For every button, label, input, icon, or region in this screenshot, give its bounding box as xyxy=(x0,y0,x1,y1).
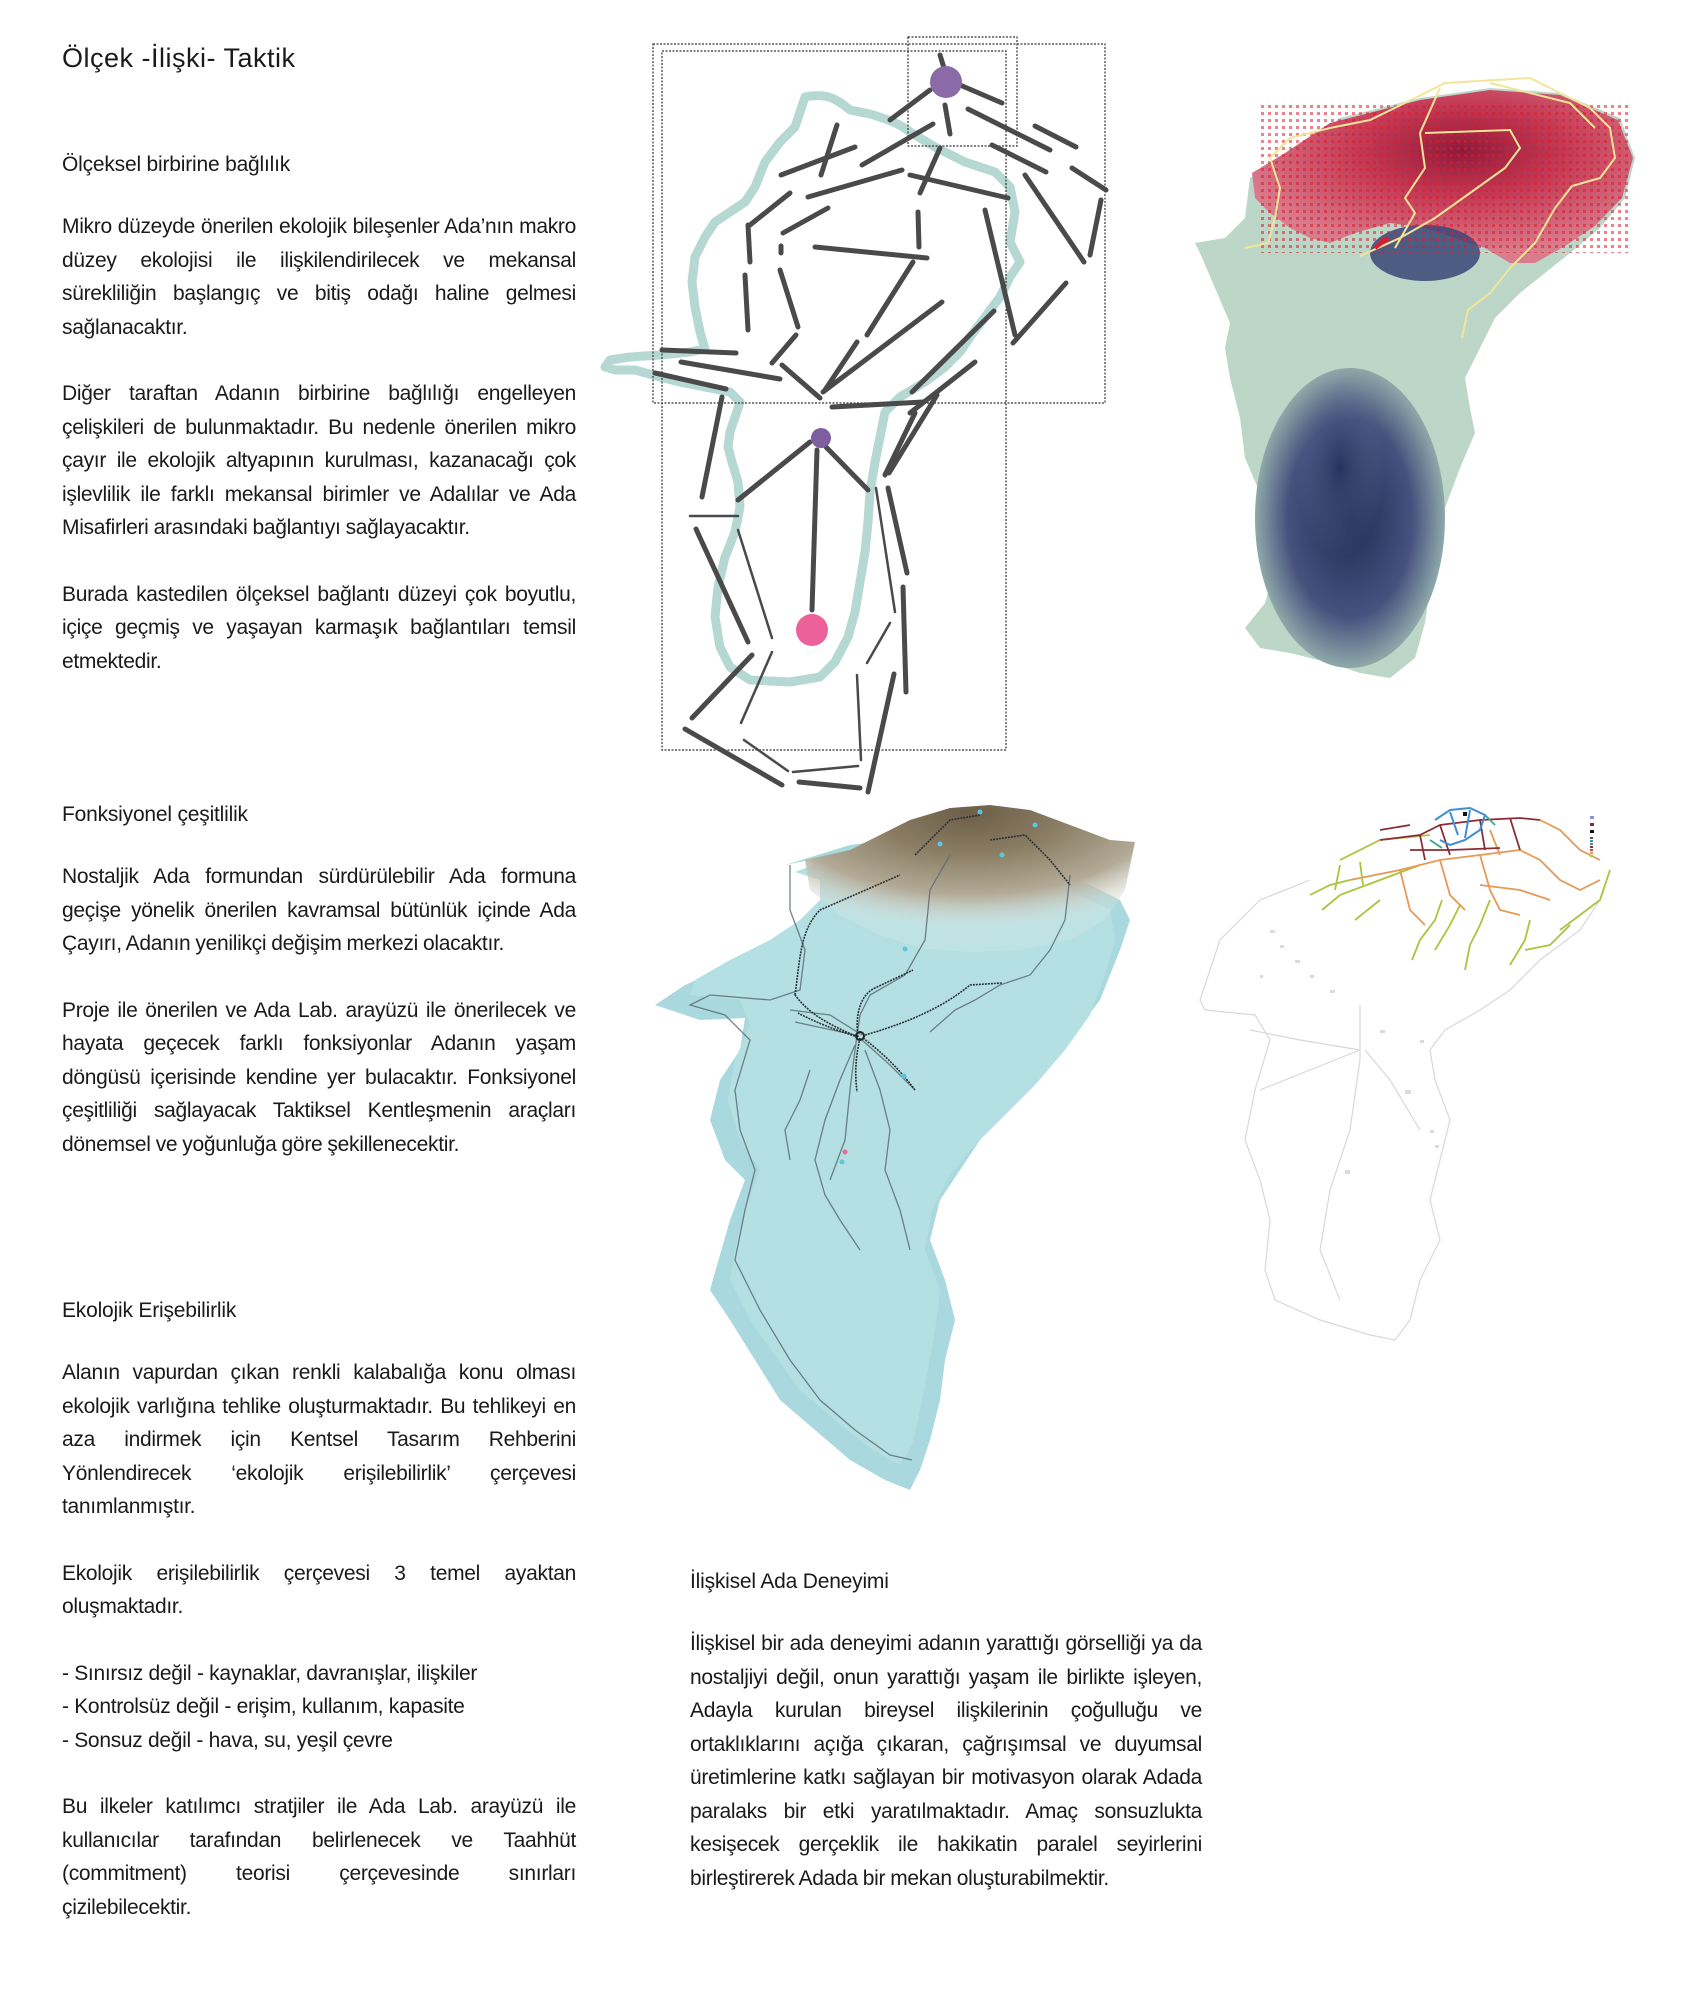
section-fonksiyonel xyxy=(62,800,576,1161)
paragraph: Diğer taraftan Adanın birbirine bağlılığı engelleyen çelişkileri de bulunmaktadır. Bu nedenle önerilen mikro çayır ile ekolojik altyapının kurulması, kazanacağı çok işlevlilik ile farklı mekansal birimler ve Adalılar ve Ada Misafirleri arasındaki bağlantıyı sağlayacaktır. xyxy=(62,382,576,539)
paragraph: Nostaljik Ada formundan sürdürülebilir Ada formuna geçişe yönelik önerilen kavramsal bütünlük içinde Ada Çayırı, Adanın yenilikçi değişim merkezi olacaktır. xyxy=(62,865,576,955)
section-heading: İlişkisel Ada Deneyimi xyxy=(690,1570,889,1593)
streets-orange xyxy=(1350,820,1600,925)
node-top-purple xyxy=(930,66,962,98)
legend-swatches xyxy=(1590,816,1594,857)
density-low-south-core xyxy=(1295,378,1385,558)
section-ekolojik xyxy=(62,1296,576,1924)
section-olceksel xyxy=(62,150,576,678)
density-heatmap xyxy=(1190,48,1680,768)
section-iliskisel xyxy=(690,1567,1202,1895)
node-pink xyxy=(796,614,828,646)
building-footprints xyxy=(1260,930,1439,1174)
section-heading: Fonksiyonel çeşitlilik xyxy=(62,803,248,826)
left-column xyxy=(62,40,576,678)
streets-green xyxy=(1310,835,1610,970)
paragraph: Bu ilkeler katılımcı stratjiler ile Ada Lab. arayüzü ile kullanıcılar tarafından belirlenecek ve Taahhüt (commitment) teorisi çerçevesinde sınırları çizilebilecektir. xyxy=(62,1795,576,1919)
list-item: - Sınırsız değil - kaynaklar, davranışlar, ilişkiler xyxy=(62,1661,478,1685)
paragraph: Ekolojik erişilebilirlik çerçevesi 3 temel ayaktan oluşmaktadır. xyxy=(62,1561,576,1618)
paragraph: Burada kastedilen ölçeksel bağlantı düzeyi çok boyutlu, içiçe geçmiş ve yaşayan karmaşık bağlantıları temsil etmektedir. xyxy=(62,582,576,673)
paragraph: İlişkisel bir ada deneyimi adanın yarattığı görselliği ya da nostaljiyi değil, onun yarattığı yaşam ile birlikte işleyen, Adayla kurulan bireysel ilişkilerinin çoğulluğu ve ortaklıklarını açığa çıkaran, çağrışımsal ve duyumsal üretimlerine katkı sağlayan bir motivasyon olarak Adada paralaks bir etki yaratılmaktadır. Amaç sonsuzlukta kesişecek gerçeklik ile hakikatin paralel seyirlerini birleştirerek Adada bir mekan oluşturabilmektir. xyxy=(690,1632,1202,1890)
terrain-path-map xyxy=(650,800,1170,1500)
principles-list xyxy=(62,1657,576,1758)
page-title: Ölçek -İlişki- Taktik xyxy=(62,43,296,73)
list-item: - Kontrolsüz değil - erişim, kullanım, kapasite xyxy=(62,1695,465,1718)
hub-marker xyxy=(1463,812,1467,816)
section-heading: Ölçeksel birbirine bağlılık xyxy=(62,153,291,176)
node-mid-purple xyxy=(811,428,831,448)
paragraph: Proje ile önerilen ve Ada Lab. arayüzü ile önerilecek ve hayata geçecek farklı fonksiyonlar Adanın yaşam döngüsü içerisinde kendine yer bulacaktır. Fonksiyonel çeşitliliği sağlayacak Taktiksel Kentleşmenin araçları dönemsel ve yoğunluğa göre şekillenecektir. xyxy=(62,998,576,1156)
building-dots xyxy=(1260,103,1630,253)
list-item: - Sonsuz değil - hava, su, yeşil çevre xyxy=(62,1728,393,1752)
network-diagram xyxy=(600,30,1120,800)
streets-maroon xyxy=(1380,818,1540,860)
streets-blue xyxy=(1435,808,1485,845)
island-outline-faint xyxy=(1200,880,1600,1340)
section-heading: Ekolojik Erişebilirlik xyxy=(62,1299,237,1322)
paragraph: Mikro düzeyde önerilen ekolojik bileşenler Ada’nın makro düzey ekolojisi ile ilişkilendirilecek ve mekansal sürekliliğin başlangıç ve bitiş odağı haline gelmesi sağlanacaktır. xyxy=(62,215,576,339)
street-hierarchy-map xyxy=(1180,800,1680,1480)
marker-pink xyxy=(843,1150,848,1155)
paragraph: Alanın vapurdan çıkan renkli kalabalığa konu olması ekolojik varlığına tehlike oluşturmaktadır. Bu tehlikeyi en aza indirmek için Kentsel Tasarım Rehberini Yönlendirecek ‘ekolojik erişilebilirlik’ çerçevesi tanımlanmıştır. xyxy=(62,1361,576,1518)
